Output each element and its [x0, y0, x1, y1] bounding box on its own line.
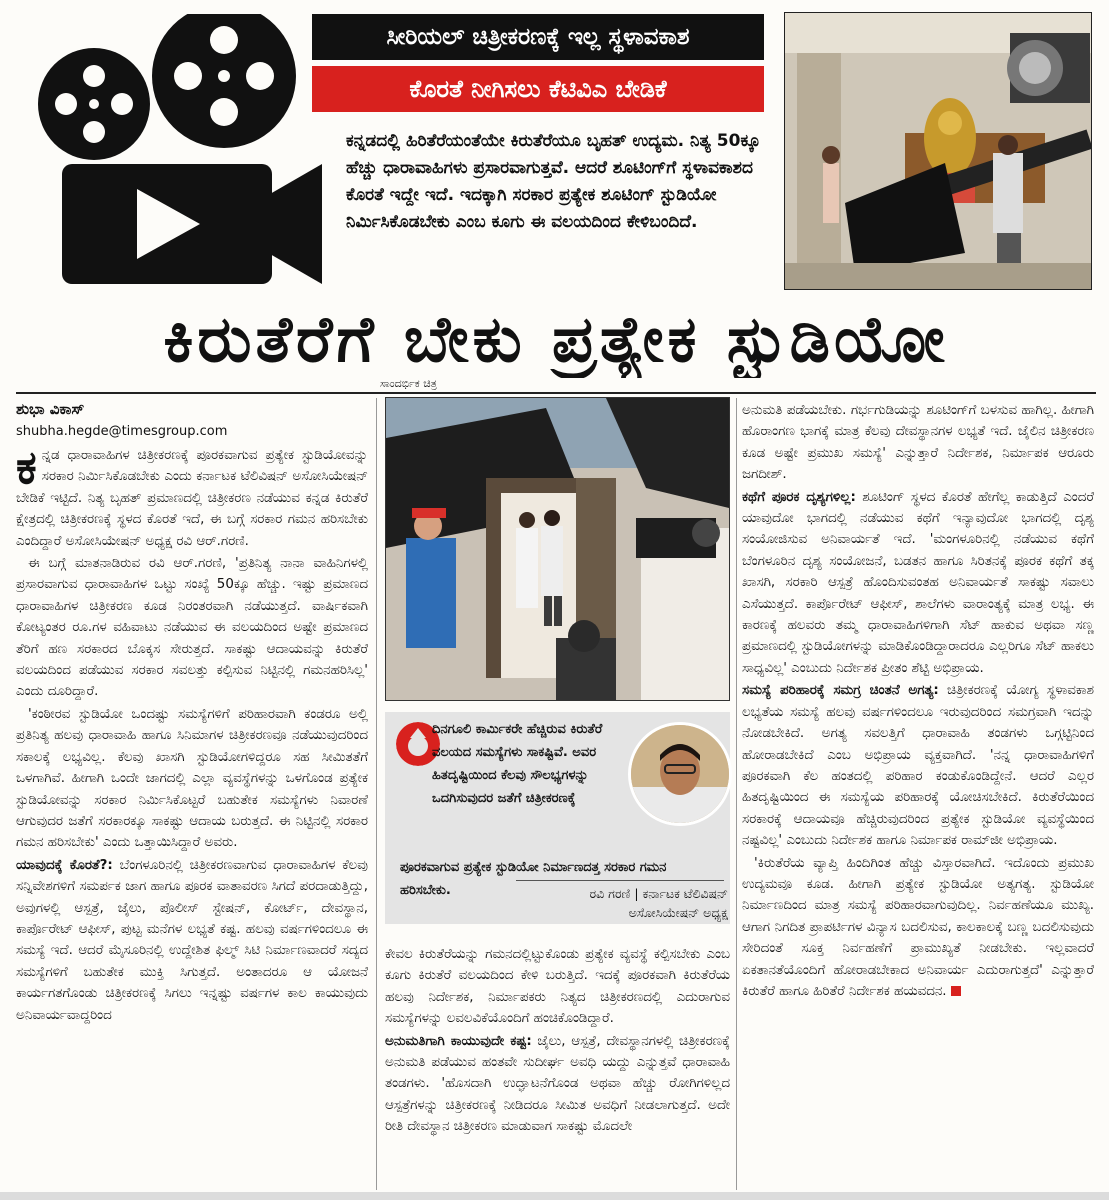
column-1-para-4: [16, 855, 368, 1026]
column-1-para-3: 'ಕಂಠೀರವ ಸ್ಟುಡಿಯೋ ಒಂದಷ್ಟು ಸಮಸ್ಯೆಗಳಿಗೆ ಪರಿಹಾರವಾಗಿ ಕಂಡರೂ ಅಲ್ಲಿ ಪ್ರತಿನಿತ್ಯ ಹಲವು ಧಾರಾವಾಹಿ ಹಾಗೂ ಸಿನಿಮಾಗಳ ಚಿತ್ರೀಕರಣವೂ ನಡೆಯುವುದರಿಂದ ಸಕಾಲಕ್ಕೆ ಲಭ್ಯವಿಲ್ಲ. ಕೆಲವು ಖಾಸಗಿ ಸ್ಟುಡಿಯೋಗಳಿದ್ದರೂ ಸಹ ಸೀಮಿತತೆಗೆ ಒಳಗಾಗಿವೆ. ಹೀಗಾಗಿ ಒಂದೇ ಜಾಗದಲ್ಲಿ ಎಲ್ಲಾ ವ್ಯವಸ್ಥೆಗಳನ್ನು ಒಳಗೊಂಡ ಪ್ರತ್ಯೇಕ ಸ್ಟುಡಿಯೋವನ್ನು ಸರಕಾರ ನಿರ್ಮಿಸಿಕೊಟ್ಟರೆ ಬಹುತೇಕ ಸಮಸ್ಯೆಗಳು ನಿವಾರಣೆ ಆಗುವುದರ ಜತೆಗೆ ಸರಕಾರಕ್ಕೂ ಸಾಕಷ್ಟು ಆದಾಯ ಬರುತ್ತದೆ. ಈ ನಿಟ್ಟಿನಲ್ಲಿ ಸರಕಾರ ಗಮನ ಹರಿಸಬೇಕು' ಎಂದು ಒತ್ತಾಯಿಸಿದ್ದಾರೆ ಅವರು.: [16, 706, 368, 851]
column-2-para-1: ಕೇವಲ ಕಿರುತೆರೆಯನ್ನು ಗಮನದಲ್ಲಿಟ್ಟುಕೊಂಡು ಪ್ರತ್ಯೇಕ ವ್ಯವಸ್ಥೆ ಕಲ್ಪಿಸಬೇಕು ಎಂಬ ಕೂಗು ಕಿರುತೆರೆ ವಲಯದಿಂದ ಕೇಳಿ ಬರುತ್ತಿದೆ. ಇದಕ್ಕೆ ಪೂರಕವಾಗಿ ಕಿರುತೆರೆಯ ಹಲವು ನಿರ್ದೇಶಕ, ನಿರ್ಮಾಪಕರು ನಿತ್ಯದ ಚಿತ್ರೀಕರಣದಲ್ಲಿ ಎದುರಾಗುವ ಸಮಸ್ಯೆಗಳನ್ನು ಲವಲವಿಕೆಯೊಂದಿಗೆ ಹಂಚಿಕೊಂಡಿದ್ದಾರೆ.: [385, 947, 730, 1027]
quote-attribution-rule: [516, 880, 724, 881]
quote-text-part-2: ಪೂರಕವಾಗುವ ಪ್ರತ್ಯೇಕ ಸ್ಟುಡಿಯೋ ನಿರ್ಮಾಣದತ್ತ ಸರಕಾರ ಗಮನ ಹರಿಸಬೇಕು.: [400, 860, 667, 898]
ravi-garani-portrait: [628, 722, 732, 826]
page-footer-strip: [0, 1192, 1109, 1200]
column-divider-2: [736, 398, 737, 1190]
end-mark-icon: [951, 986, 961, 996]
article-column-1: [16, 445, 368, 1190]
subhead-solution: ಸಮಸ್ಯೆ ಪರಿಹಾರಕ್ಕೆ ಸಮಗ್ರ ಚಿಂತನೆ ಅಗತ್ಯ:: [742, 683, 939, 699]
column-3-para-3: [742, 680, 1094, 851]
column-3-para-3-text: ಚಿತ್ರೀಕರಣಕ್ಕೆ ಯೋಗ್ಯ ಸ್ಥಳಾವಕಾಶ ಲಭ್ಯತೆಯ ಸಮಸ್ಯೆ ಹಲವು ವರ್ಷಗಳಿಂದಲೂ ಇರುವುದರಿಂದ ಸಮಗ್ರವಾಗಿ ಇದನ್ನು ನೋಡಬೇಕಿದೆ. ಅಗತ್ಯ ಸವಲತ್ತಿಗೆ ಧಾರಾವಾಹಿ ತಂಡಗಳು ಒಗ್ಗಟ್ಟಿನಿಂದ ಹೋರಾಡಬೇಕಿದೆ ಎಂಬ ಅಭಿಪ್ರಾಯ ವ್ಯಕ್ತವಾಗಿದೆ. 'ನನ್ನ ಧಾರಾವಾಹಿಗಳಿಗೆ ಪೂರಕವಾಗಿ ಕೆಲ ಹಂತದಲ್ಲಿ ಪರಿಹಾರ ಕಂಡುಕೊಂಡಿದ್ದೇನೆ. ಆದರೆ ಎಲ್ಲರ ಹಿತದೃಷ್ಟಿಯಿಂದ ಈ ಸಮಸ್ಯೆಯ ಪರಿಹಾರಕ್ಕೆ ಯೋಚಿಸಬೇಕಿದೆ. ಕಿರುತೆರೆಯಿಂದ ಸರಕಾರಕ್ಕೆ ಆದಾಯವೂ ಹೆಚ್ಚಿರುವುದರಿಂದ ಪ್ರತ್ಯೇಕ ಸ್ಟುಡಿಯೋ ವ್ಯವಸ್ಥೆಯಿಂದ ನಷ್ಟವಿಲ್ಲ' ಎಂಬುದು ನಿರ್ದೇಶಕ ಹಾಗೂ ನಿರ್ಮಾಪಕ ರಾಮ್‌ಜೀ ಅಭಿಪ್ರಾಯ.: [742, 683, 1094, 849]
column-3-para-4: [742, 853, 1094, 1003]
kicker-line-1: ಸೀರಿಯಲ್ ಚಿತ್ರೀಕರಣಕ್ಕೆ ಇಲ್ಲ ಸ್ಥಳಾವಕಾಶ: [312, 14, 764, 60]
column-3-para-1: ಅನುಮತಿ ಪಡೆಯಬೇಕು. ಗರ್ಭಗುಡಿಯನ್ನು ಶೂಟಿಂಗ್‌ಗೆ ಬಳಸುವ ಹಾಗಿಲ್ಲ. ಹೀಗಾಗಿ ಹೊರಾಂಗಣ ಭಾಗಕ್ಕೆ ಮಾತ್ರ ಕೆಲವು ದೇವಸ್ಥಾನಗಳ ಲಭ್ಯತೆ ಇದೆ. ಜೈಲಿನ ಚಿತ್ರೀಕರಣ ಕೂಡ ಅಷ್ಟೇ ಪ್ರಮುಖ ಸಮಸ್ಯೆ' ಎನ್ನುತ್ತಾರೆ ನಿರ್ದೇಶಕ, ನಿರ್ಮಾಪಕ ಆರೂರು ಜಗದೀಶ್.: [742, 403, 1094, 483]
column-1-para-4-text: ಬೆಂಗಳೂರಿನಲ್ಲಿ ಚಿತ್ರೀಕರಣವಾಗುವ ಧಾರಾವಾಹಿಗಳ ಕೆಲವು ಸನ್ನಿವೇಶಗಳಿಗೆ ಸಮರ್ಪಕ ಜಾಗ ಹಾಗೂ ಪೂರಕ ವಾತಾವರಣ ಸಿಗದೆ ಪರದಾಡುತ್ತಿದ್ದು, ಅವುಗಳಲ್ಲಿ ಆಸ್ಪತ್ರೆ, ಜೈಲು, ಪೊಲೀಸ್ ಸ್ಟೇಷನ್, ಕೋರ್ಟ್, ದೇವಸ್ಥಾನ, ಕಾರ್ಪೊರೇಟ್ ಆಫೀಸ್, ಪುಟ್ಟ ಮನೆಗಳ ಲಭ್ಯತೆ ಕಷ್ಟ. ಹಲವು ವರ್ಷಗಳಿಂದಲೂ ಈ ಸಮಸ್ಯೆ ಇದೆ. ಆದರೆ ಮೈಸೂರಿನಲ್ಲಿ ಉದ್ದೇಶಿತ ಫಿಲ್ಮ್ ಸಿಟಿ ನಿರ್ಮಾಣವಾದರೆ ಸದ್ಯದ ಸಮಸ್ಯೆಗಳಿಗೆ ಬಹುತೇಕ ಮುಕ್ತಿ ಸಿಗುತ್ತದೆ. ಅಂತಾದರೂ ಆ ಯೋಜನೆ ಕಾರ್ಯಗತಗೊಂಡು ಚಿತ್ರೀಕರಣಕ್ಕೆ ಸಿಗಲು ಇನ್ನಷ್ಟು ವರ್ಷಗಳ ಕಾಲ ಕಾಯುವುದು ಅನಿವಾರ್ಯವಾದ್ದರಿಂದ: [16, 857, 368, 1023]
subhead-shortage: ಯಾವುದಕ್ಕೆ ಕೊರತೆ?:: [16, 857, 113, 873]
photo-caption-tag: ಸಾಂದರ್ಭಿಕ ಚಿತ್ರ: [380, 377, 437, 390]
studio-shoot-photo: [385, 397, 730, 701]
column-1-para-2: ಈ ಬಗ್ಗೆ ಮಾತನಾಡಿರುವ ರವಿ ಆರ್.ಗರಣಿ, 'ಪ್ರತಿನಿತ್ಯ ನಾನಾ ವಾಹಿನಿಗಳಲ್ಲಿ ಪ್ರಸಾರವಾಗುವ ಧಾರಾವಾಹಿಗಳ ಒಟ್ಟು ಸಂಖ್ಯೆ 50ಕ್ಕೂ ಹೆಚ್ಚು. ಇಷ್ಟು ಪ್ರಮಾಣದ ಧಾರಾವಾಹಿಗಳ ಚಿತ್ರೀಕರಣ ಕೂಡ ನಿರಂತರವಾಗಿ ನಡೆಯುತ್ತದೆ. ವಾರ್ಷಿಕವಾಗಿ ಕೋಟ್ಯಂತರ ರೂ.ಗಳ ವಹಿವಾಟು ನಡೆಯುವ ಈ ವಲಯದಿಂದ ಅಷ್ಟೇ ಪ್ರಮಾಣದ ತೆರಿಗೆ ಹಣ ಸರಕಾರದ ಬೊಕ್ಕಸ ಸೇರುತ್ತದೆ. ಸಾಕಷ್ಟು ಆದಾಯವನ್ನು ಕಿರುತೆರೆ ವಲಯದಿಂದ ಪಡೆಯುವ ಸರಕಾರ ಸವಲತ್ತು ಕಲ್ಪಿಸುವ ನಿಟ್ಟಿನಲ್ಲಿ ಗಮನಹರಿಸಿಲ್ಲ' ಎಂದು ದೂರಿದ್ದಾರೆ.: [16, 556, 368, 700]
article-deck: [346, 128, 766, 236]
column-2-para-2: [385, 1031, 730, 1138]
column-3-para-2: [742, 487, 1094, 680]
subhead-scenes: ಕಥೆಗೆ ಪೂರಕ ದೃಶ್ಯಗಳಿಲ್ಲ:: [742, 489, 856, 505]
drop-cap: ಕ: [16, 445, 37, 494]
column-1-para-1-text: ನ್ನಡ ಧಾರಾವಾಹಿಗಳ ಚಿತ್ರೀಕರಣಕ್ಕೆ ಪೂರಕವಾಗುವ ಪ್ರತ್ಯೇಕ ಸ್ಟುಡಿಯೋವನ್ನು ಸರಕಾರ ನಿರ್ಮಿಸಿಕೊಡಬೇಕು ಎಂದು ಕರ್ನಾಟಕ ಟೆಲಿವಿಷನ್ ಅಸೋಸಿಯೇಷನ್ ಬೇಡಿಕೆ ಇಟ್ಟಿದೆ. ನಿತ್ಯ ಬೃಹತ್ ಪ್ರಮಾಣದಲ್ಲಿ ಚಿತ್ರೀಕರಣ ನಡೆಯುವ ಕನ್ನಡ ಕಿರುತೆರೆ ಕ್ಷೇತ್ರದಲ್ಲಿ ಚಿತ್ರೀಕರಣಕ್ಕೆ ಸ್ಥಳದ ಕೊರತೆ ಇದೆ, ಈ ಬಗ್ಗೆ ಸರಕಾರ ಗಮನ ಹರಿಸಬೇಕು ಎಂದಿದ್ದಾರೆ ಅಸೋಸಿಯೇಷನ್ ಅಧ್ಯಕ್ಷ ರವಿ ಆರ್.ಗರಣಿ.: [16, 448, 368, 549]
column-3-para-4-text: 'ಕಿರುತೆರೆಯ ವ್ಯಾಪ್ತಿ ಹಿಂದಿಗಿಂತ ಹೆಚ್ಚು ವಿಸ್ತಾರವಾಗಿದೆ. ಇದೊಂದು ಪ್ರಮುಖ ಉದ್ಯಮವೂ ಕೂಡ. ಹೀಗಾಗಿ ಪ್ರತ್ಯೇಕ ಸ್ಟುಡಿಯೋ ಅತ್ಯಗತ್ಯ. ಸ್ಟುಡಿಯೋ ನಿರ್ಮಾಣದಿಂದ ಮಾತ್ರ ಸಮಸ್ಯೆ ಪರಿಹಾರವಾಗುವುದಿಲ್ಲ. ನಿರ್ವಹಣೆಯೂ ಮುಖ್ಯ. ಆಗಾಗ ನಿಗದಿತ ಪ್ರಾಪರ್ಟಿಗಳ ವಿನ್ಯಾಸ ಬದಲಿಸುವ, ಕಾಲಕಾಲಕ್ಕೆ ಬಣ್ಣ ಬದಲಿಸುವುದು ಸೇರಿದಂತೆ ಸೂಕ್ತ ನಿರ್ವಹಣೆಗೆ ಪ್ರಾಮುಖ್ಯತೆ ನೀಡಬೇಕು. ಇಲ್ಲವಾದರೆ ಏಕತಾನತೆಯೊಂದಿಗೆ ಹೋರಾಡಬೇಕಾದ ಅನಿವಾರ್ಯ ಎದುರಾಗುತ್ತದೆ' ಎನ್ನುತ್ತಾರೆ ಕಿರುತೆರೆ ಹಾಗೂ ಹಿರಿತೆರೆ ನಿರ್ದೇಶಕ ಹಯವದನ.: [742, 855, 1094, 999]
column-3-para-2-text: ಶೂಟಿಂಗ್ ಸ್ಥಳದ ಕೊರತೆ ಹೇಗೆಲ್ಲ ಕಾಡುತ್ತಿದೆ ಎಂದರೆ ಯಾವುದೋ ಭಾಗದಲ್ಲಿ ನಡೆಯುವ ಕಥೆಗೆ ಇನ್ಯಾವುದೋ ಭಾಗದಲ್ಲಿ ದೃಶ್ಯ ಸಂಯೋಜಿಸುವ ಅನಿವಾರ್ಯತೆ ಇದೆ. 'ಮಂಗಳೂರಿನಲ್ಲಿ ನಡೆಯುವ ಕಥೆಗೆ ಬೆಂಗಳೂರಿನ ದೃಶ್ಯ ಸಂಯೋಜನೆ, ಬಡತನ ಹಾಗೂ ಸಿರಿತನಕ್ಕೆ ಪೂರಕ ಕಥೆಗೆ ತಕ್ಕ ಖಾಸಗಿ, ಸರಕಾರಿ ಆಸ್ಪತ್ರೆ ಹೊಂದಿಸುವಂತಹ ಅನಿವಾರ್ಯತೆ ಸಾಕಷ್ಟು ಸವಾಲು ಎಸೆಯುತ್ತದೆ. ಕಾರ್ಪೊರೇಟ್ ಆಫೀಸ್, ಶಾಲೆಗಳು ವಾರಾಂತ್ಯಕ್ಕೆ ಮಾತ್ರ ಲಭ್ಯ. ಈ ಕಾರಣಕ್ಕೆ ಹಲವರು ತಮ್ಮ ಧಾರಾವಾಹಿಗಳಿಗಾಗಿ ಸೆಟ್ ಹಾಕುವ ಅಥವಾ ಸಣ್ಣ ಪ್ರಮಾಣದಲ್ಲಿ ಸ್ಟುಡಿಯೋಗಳನ್ನು ಮಾಡಿಕೊಂಡಿದ್ದಾರಾದರೂ ಎಲ್ಲರಿಗೂ ಸೆಟ್ ಹಾಕಲು ಸಾಧ್ಯವಿಲ್ಲ' ಎಂಬುದು ನಿರ್ದೇಶಕ ಪ್ರೀತಂ ಶೆಟ್ಟಿ ಅಭಿಪ್ರಾಯ.: [742, 489, 1094, 676]
column-divider-1: [376, 398, 377, 1190]
deck-text: ಕನ್ನಡದಲ್ಲಿ ಹಿರಿತೆರೆಯಂತೆಯೇ ಕಿರುತೆರೆಯೂ ಬೃಹತ್ ಉದ್ಯಮ. ನಿತ್ಯ 50ಕ್ಕೂ ಹೆಚ್ಚು ಧಾರಾವಾಹಿಗಳು ಪ್ರಸಾರವಾಗುತ್ತವೆ. ಆದರೆ ಶೂಟಿಂಗ್‌ಗೆ ಸ್ಥಳಾವಕಾಶದ ಕೊರತೆ ಇದ್ದೇ ಇದೆ. ಇದಕ್ಕಾಗಿ ಸರಕಾರ ಪ್ರತ್ಯೇಕ ಶೂಟಿಂಗ್ ಸ್ಟುಡಿಯೋ ನಿರ್ಮಿಸಿಕೊಡಬೇಕು ಎಂಬ ಕೂಗು ಈ ವಲಯದಿಂದ ಕೇಳಿಬಂದಿದೆ.: [346, 131, 761, 232]
subhead-permission: ಅನುಮತಿಗಾಗಿ ಕಾಯುವುದೇ ಕಷ್ಟ:: [385, 1033, 532, 1049]
byline-email: shubha.hegde@timesgroup.com: [16, 424, 228, 439]
column-2-para-2-text: ಜೈಲು, ಆಸ್ಪತ್ರೆ, ದೇವಸ್ಥಾನಗಳಲ್ಲಿ ಚಿತ್ರೀಕರಣಕ್ಕೆ ಅನುಮತಿ ಪಡೆಯುವ ಹಂತವೇ ಸುದೀರ್ಘ ಅವಧಿ ಯದ್ದು ಎನ್ನುತ್ತವೆ ಧಾರಾವಾಹಿ ತಂಡಗಳು. 'ಹೊಸದಾಗಿ ಉದ್ಘಾಟನೆಗೊಂಡ ಅಥವಾ ಹೆಚ್ಚು ರೋಗಿಗಳಿಲ್ಲದ ಆಸ್ಪತ್ರೆಗಳನ್ನು ಚಿತ್ರೀಕರಣಕ್ಕೆ ನೀಡಿದರೂ ಸೀಮಿತ ಅವಧಿಗೆ ನೀಡಲಾಗುತ್ತದೆ. ಅದೇ ರೀತಿ ದೇವಸ್ಥಾನ ಚಿತ್ರೀಕರಣ ಮಾಡುವಾಗ ಸಾಕಷ್ಟು ಮೊದಲೇ: [385, 1033, 730, 1135]
article-column-2: [385, 944, 730, 1190]
film-camera-logo-icon: [22, 14, 322, 304]
article-column-3: [742, 400, 1094, 1190]
headline: ಕಿರುತೆರೆಗೆ ಬೇಕು ಪ್ರತ್ಯೇಕ ಸ್ಟುಡಿಯೋ: [163, 303, 949, 377]
byline: ಶುಭಾ ವಿಕಾಸ್: [16, 400, 85, 418]
temple-shoot-photo: [784, 12, 1092, 290]
headline-rule: [16, 392, 1096, 394]
quote-attribution: ರವಿ ಗರಣಿ | ಕರ್ನಾಟಕ ಟೆಲಿವಿಷನ್ ಅಸೋಸಿಯೇಷನ್ ಅಧ್ಯಕ್ಷ: [589, 886, 728, 920]
quote-text-part-1: ದಿನಗೂಲಿ ಕಾರ್ಮಿಕರೇ ಹೆಚ್ಚಿರುವ ಕಿರುತೆರೆ ವಲಯದ ಸಮಸ್ಯೆಗಳು ಸಾಕಷ್ಟಿವೆ. ಅವರ ಹಿತದೃಷ್ಟಿಯಿಂದ ಕೆಲವು ಸೌಲಭ್ಯಗಳನ್ನು ಒದಗಿಸುವುದರ ಜತೆಗೆ ಚಿತ್ರೀಕರಣಕ್ಕೆ: [432, 722, 603, 806]
kicker-line-2: ಕೊರತೆ ನೀಗಿಸಲು ಕೆಟಿವಿಎ ಬೇಡಿಕೆ: [312, 66, 764, 112]
column-1-para-1: [16, 445, 368, 552]
